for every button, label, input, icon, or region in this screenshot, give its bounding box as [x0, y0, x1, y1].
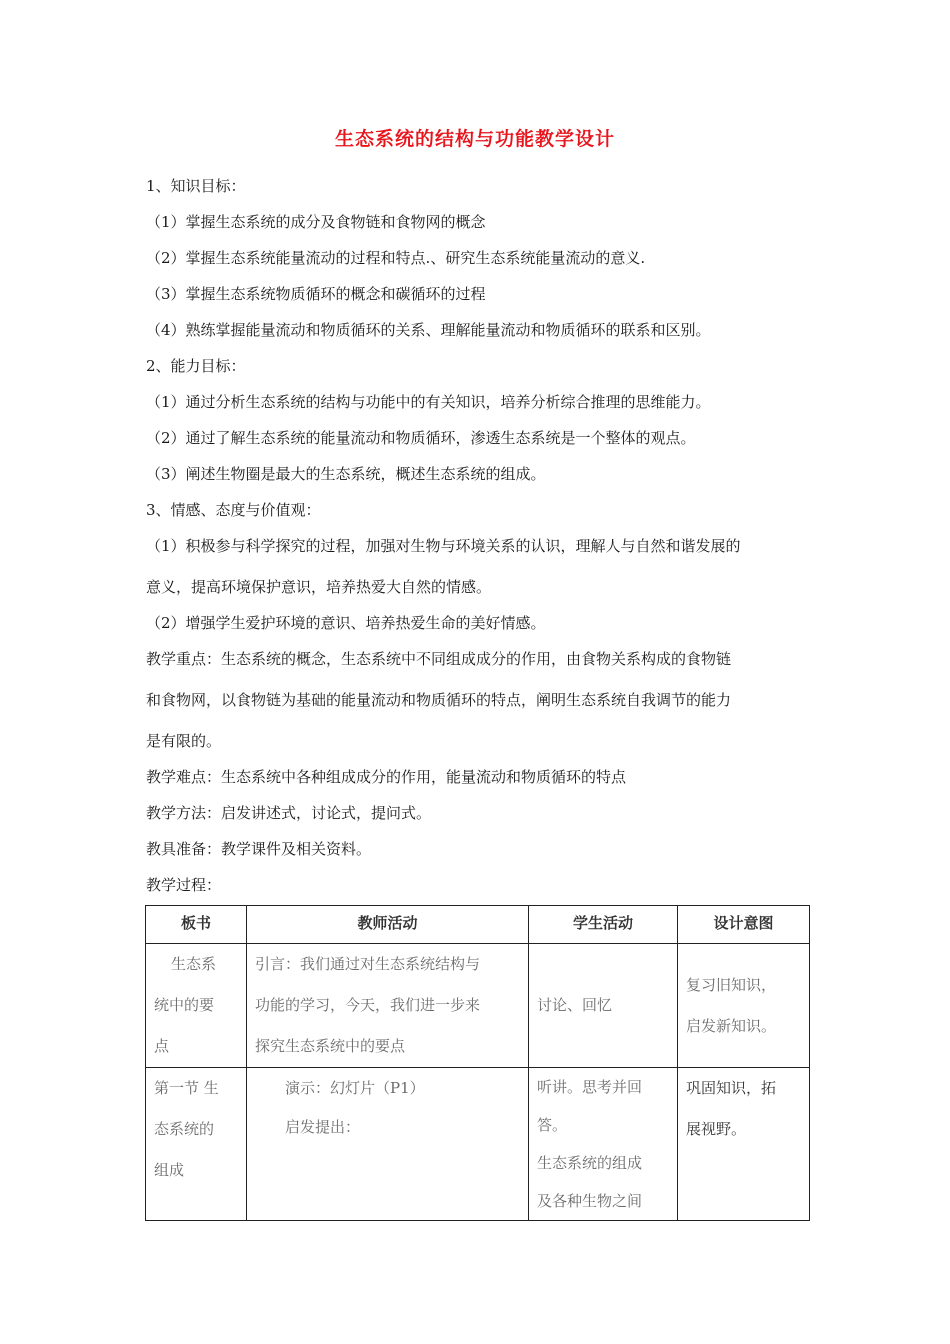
knowledge-goals-heading: 1、知识目标： [146, 177, 246, 195]
intent-text-line: 复习旧知识， [686, 975, 777, 994]
intent-text-line: 展视野。 [686, 1120, 747, 1138]
intent-text-line: 启发新知识。 [686, 1016, 777, 1035]
teacher-text-line: 演示：幻灯片（P1） [285, 1079, 425, 1097]
ability-goal-1: （1）通过分析生态系统的结构与功能中的有关知识，培养分析综合推理的思维能力。 [146, 393, 711, 411]
ability-goals-heading: 2、能力目标： [146, 357, 246, 375]
board-text-line: 点 [154, 1037, 170, 1055]
board-cell [146, 1068, 247, 1221]
board-text-line: 统中的要 [154, 996, 215, 1014]
page-title: 生态系统的结构与功能教学设计 [334, 128, 615, 150]
student-text-line: 讨论、回忆 [537, 996, 613, 1014]
student-text-line: 听讲。思考并回 [537, 1078, 643, 1096]
header-teacher-activity: 教师活动 [247, 906, 529, 944]
student-activity-cell [529, 944, 678, 1068]
key-points-line-1: 教学重点：生态系统的概念，生态系统中不同组成成分的作用，由食物关系构成的食物链 [146, 650, 732, 668]
student-text-line: 生态系统的组成 [537, 1154, 643, 1172]
board-text-line: 第一节 生 [154, 1079, 219, 1097]
student-text-line: 答。 [537, 1116, 568, 1134]
board-text-line: 态系统的 [154, 1120, 215, 1138]
header-student-activity: 学生活动 [529, 906, 678, 944]
knowledge-goal-2: （2）掌握生态系统能量流动的过程和特点.、研究生态系统能量流动的意义. [146, 249, 646, 267]
teacher-text-line: 探究生态系统中的要点 [255, 1037, 406, 1055]
teacher-text-line: 功能的学习，今天，我们进一步来 [255, 996, 481, 1014]
intent-text-line: 巩固知识，拓 [686, 1079, 777, 1097]
knowledge-goal-1: （1）掌握生态系统的成分及食物链和食物网的概念 [146, 213, 486, 231]
key-points-line-2: 和食物网，以食物链为基础的能量流动和物质循环的特点，阐明生态系统自我调节的能力 [146, 691, 732, 709]
teaching-methods: 教学方法：启发讲述式，讨论式，提问式。 [146, 804, 432, 822]
attitude-goals-heading: 3、情感、态度与价值观： [146, 501, 321, 519]
ability-goal-2: （2）通过了解生态系统的能量流动和物质循环，渗透生态系统是一个整体的观点。 [146, 429, 696, 447]
board-text-line: 生态系 [171, 955, 217, 973]
teacher-activity-cell [247, 1068, 529, 1221]
header-design-intent: 设计意图 [678, 906, 810, 944]
attitude-goal-1-line-2: 意义，提高环境保护意识，培养热爱大自然的情感。 [146, 578, 492, 596]
student-activity-cell [529, 1068, 678, 1221]
difficult-points: 教学难点：生态系统中各种组成成分的作用，能量流动和物质循环的特点 [146, 768, 627, 786]
teaching-aids: 教具准备：教学课件及相关资料。 [146, 840, 372, 858]
design-intent-cell [678, 944, 810, 1068]
design-intent-cell [678, 1068, 810, 1221]
board-text-line: 组成 [154, 1161, 185, 1179]
header-board: 板书 [146, 906, 247, 944]
key-points-line-3: 是有限的。 [146, 732, 222, 750]
ability-goal-3: （3）阐述生物圈是最大的生态系统，概述生态系统的组成。 [146, 465, 546, 483]
attitude-goal-1-line-1: （1）积极参与科学探究的过程，加强对生物与环境关系的认识，理解人与自然和谐发展的 [146, 537, 741, 555]
teaching-process-heading: 教学过程： [146, 876, 222, 894]
table-header-row [146, 906, 810, 944]
knowledge-goal-4: （4）熟练掌握能量流动和物质循环的关系、理解能量流动和物质循环的联系和区别。 [146, 321, 711, 339]
knowledge-goal-3: （3）掌握生态系统物质循环的概念和碳循环的过程 [146, 285, 486, 303]
table-row [146, 1068, 810, 1221]
teacher-text-line: 启发提出： [285, 1118, 361, 1136]
attitude-goal-2: （2）增强学生爱护环境的意识、培养热爱生命的美好情感。 [146, 614, 546, 632]
teacher-activity-cell [247, 944, 529, 1068]
teacher-text-line: 引言：我们通过对生态系统结构与 [255, 955, 481, 973]
teaching-process-table [145, 905, 810, 1221]
student-text-line: 及各种生物之间 [537, 1192, 643, 1210]
board-cell [146, 944, 247, 1068]
table-row [146, 944, 810, 1068]
